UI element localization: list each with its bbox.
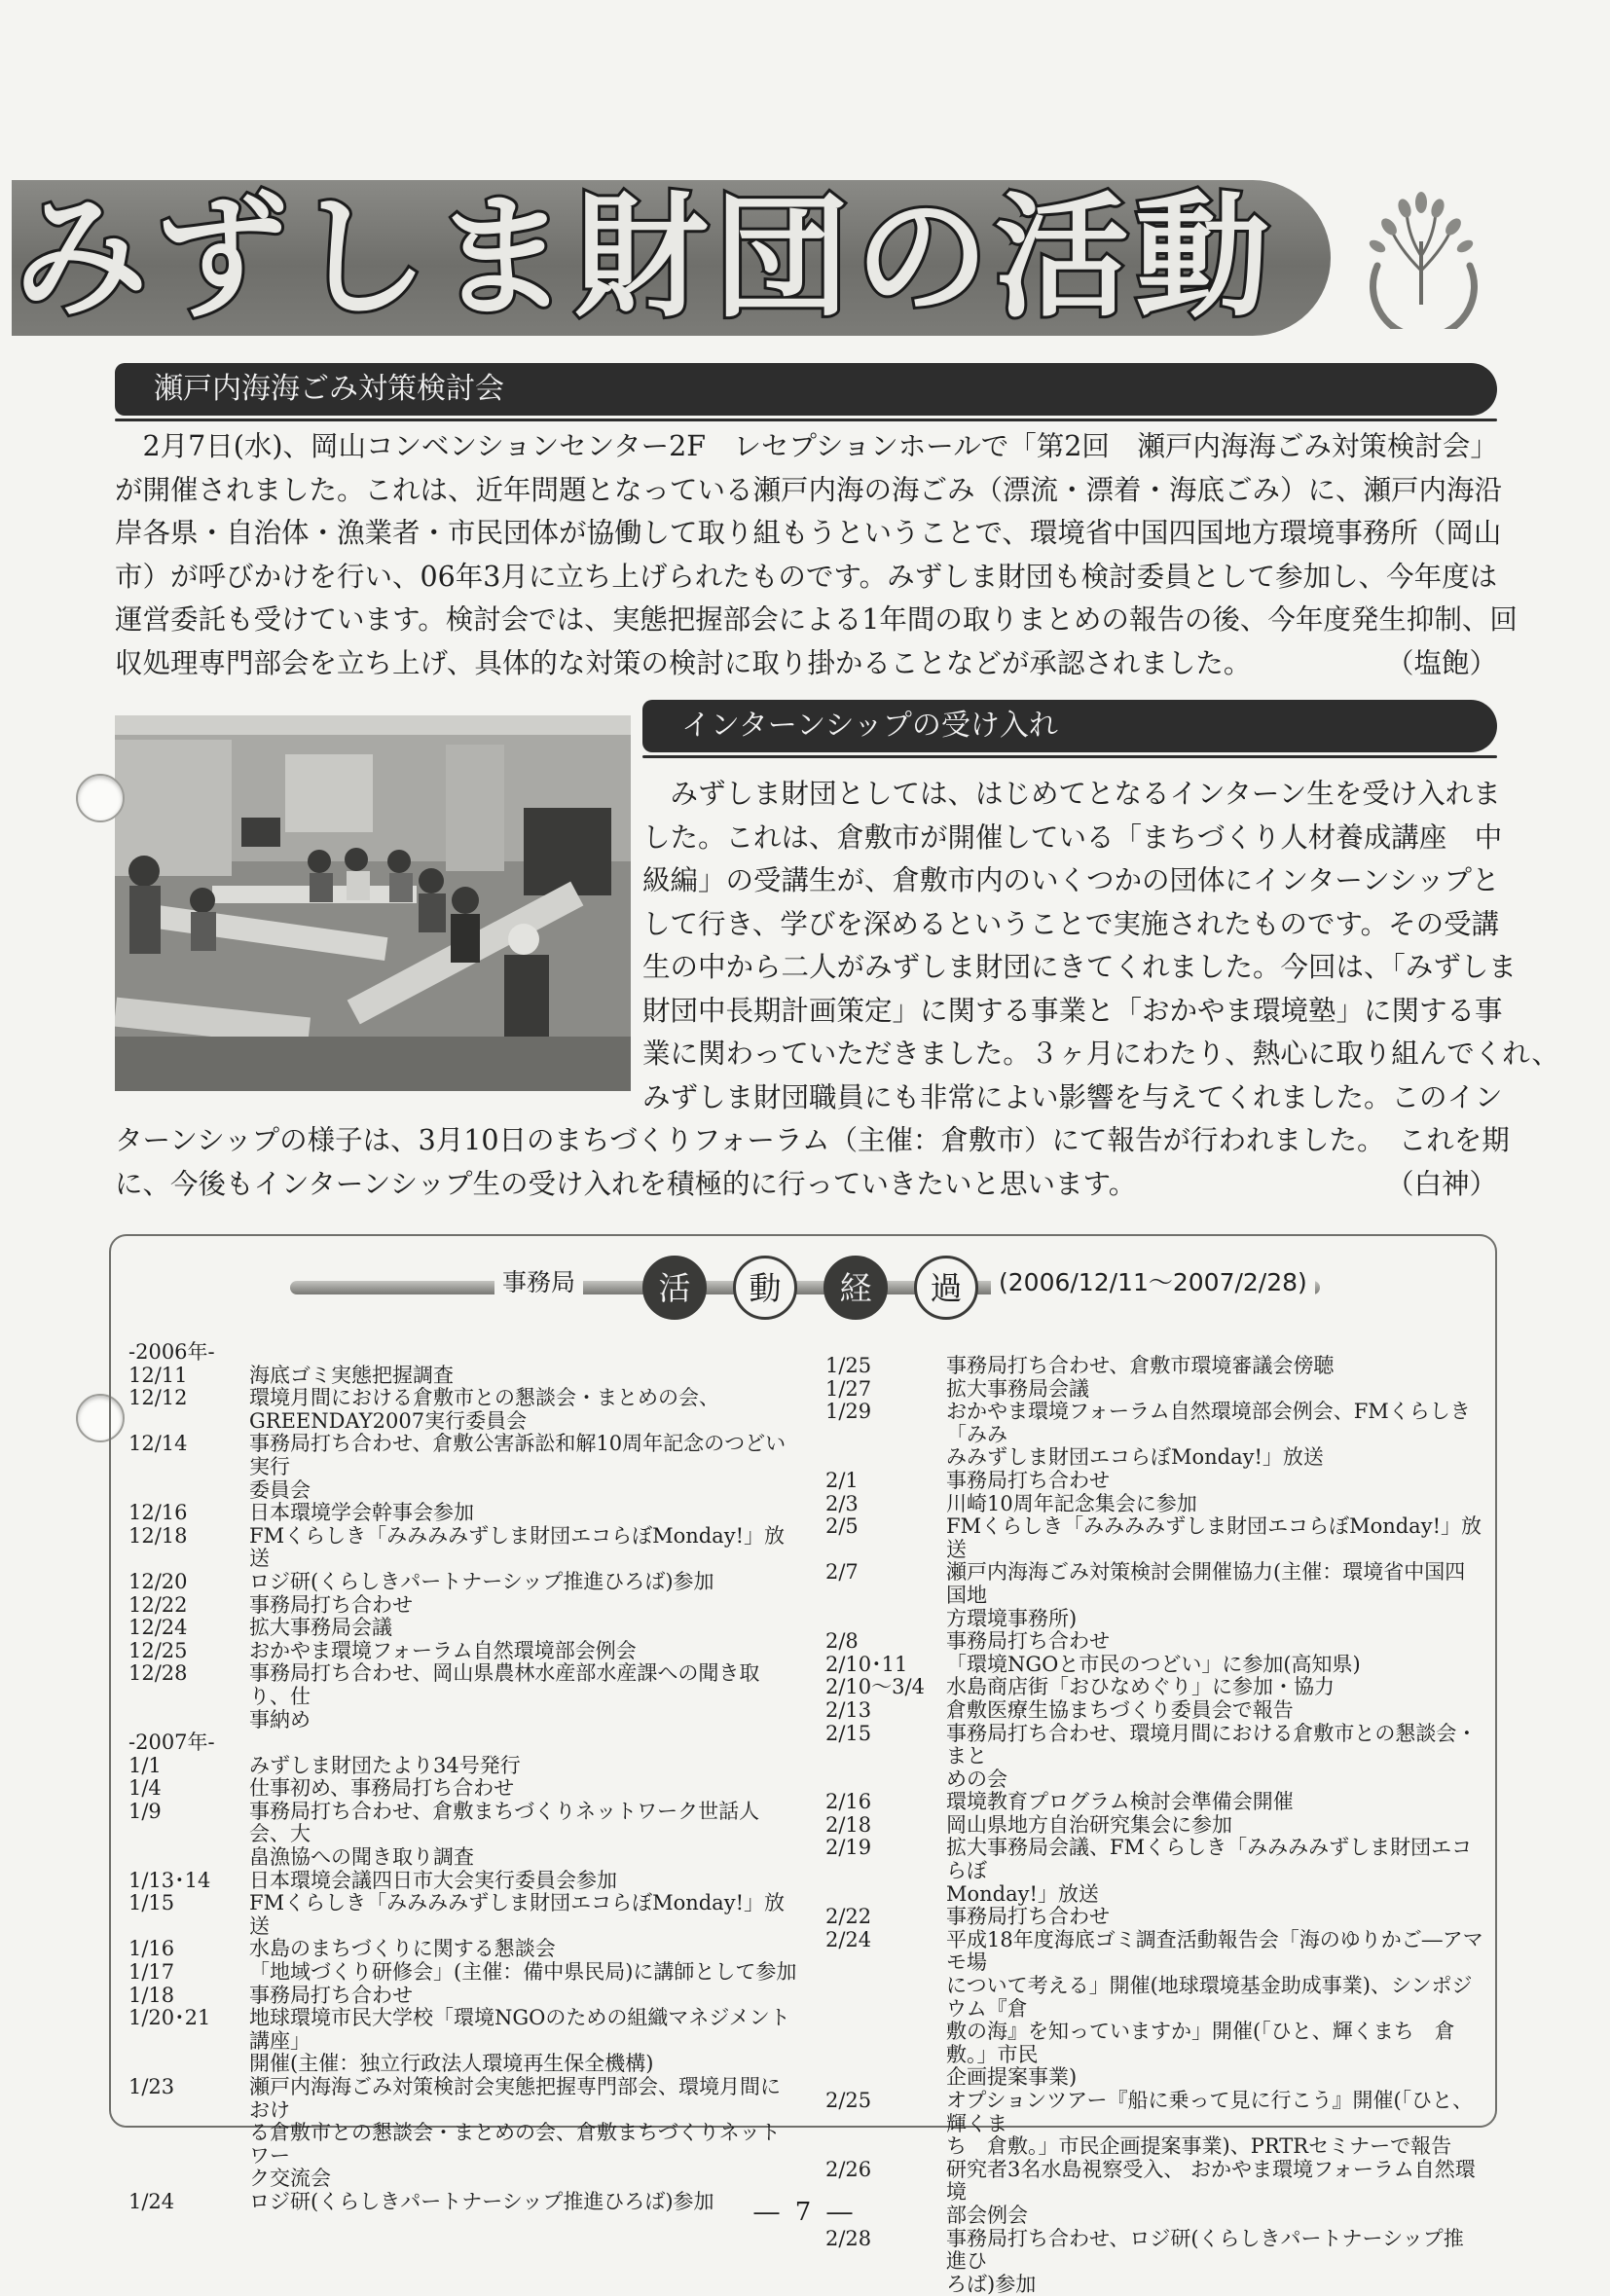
activity-date: 2/10～3/4 (825, 1675, 925, 1699)
activity-description: 拡大事務局会議 (946, 1376, 1089, 1401)
activity-description: 「環境NGOと市民のつどい」に参加(高知県) (946, 1652, 1361, 1676)
activity-description: 岡山県地方自治研究集会に参加 (946, 1812, 1232, 1837)
activity-title-char: 動 (733, 1256, 797, 1320)
activity-entry (825, 1493, 1483, 1516)
paragraph-line: した。これは、倉敷市が開催している「まちづくり人材養成講座 中 (642, 820, 1503, 854)
activity-entry (128, 1961, 800, 1985)
activity-date: 12/18 (128, 1523, 188, 1548)
activity-entry (128, 1777, 800, 1801)
activity-date: 2/16 (825, 1790, 872, 1814)
activity-entry (825, 1654, 1483, 1677)
activity-description: ロジ研(くらしきパートナーシップ推進ひろば)参加 (249, 1569, 714, 1593)
activity-description: 事務局打ち合わせ、倉敷まちづくりネットワーク世話人会、大 畠漁協への聞き取り調査 (249, 1799, 760, 1870)
activity-date: 1/25 (825, 1354, 872, 1377)
activity-entry (128, 1870, 800, 1893)
activity-description: FMくらしき「みみみみずしま財団エコらぼMonday!」放送 (946, 1514, 1482, 1561)
meeting-photo (115, 715, 631, 1091)
activity-entry (128, 1525, 800, 1571)
paragraph-line: して行き、学びを深めるということで実施されたものです。その受講 (642, 907, 1500, 940)
activity-description: 水島商店街「おひなめぐり」に参加・協力 (946, 1675, 1335, 1699)
activity-date: 1/17 (128, 1960, 175, 1985)
activity-entry (825, 1906, 1483, 1929)
activity-entry (128, 2007, 800, 2076)
paragraph-line: みずしま財団職員にも非常によい影響を与えてくれました。このイン (642, 1080, 1503, 1113)
activity-date: 2/25 (825, 2089, 872, 2112)
activity-description: 水島のまちづくりに関する懇談会 (249, 1937, 556, 1961)
activity-date: 2/3 (825, 1491, 859, 1515)
activity-entry (825, 1401, 1483, 1470)
activity-date: 2/26 (825, 2157, 872, 2181)
activity-description: ロジ研(くらしきパートナーシップ推進ひろば)参加 (249, 2189, 714, 2213)
activity-date: 2/15 (825, 1721, 872, 1745)
activity-entry (128, 1594, 800, 1618)
activity-description: FMくらしき「みみみみずしま財団エコらぼMonday!」放送 (249, 1891, 786, 1938)
activity-entry (128, 1571, 800, 1594)
activity-description: 研究者3名水島視察受入、 おかやま環境フォーラム自然環境 部会例会 (946, 2157, 1476, 2227)
paragraph-line: 岸各県・自治体・漁業者・市民団体が協働して取り組もうということで、環境省中国四国地方環境事務所（岡山 (115, 517, 1502, 549)
paragraph-line: 運営委託も受けています。検討会では、実態把握部会による1年間の取りまとめの報告の後、今年度発生抑制、回 (115, 603, 1518, 636)
activity-description: 環境月間における倉敷市との懇談会・まとめの会、 GREENDAY2007実行委員会 (249, 1386, 719, 1433)
activity-entry (128, 2076, 800, 2191)
activity-date: 1/18 (128, 1983, 175, 2007)
activity-date: 12/25 (128, 1638, 188, 1662)
activity-description: 事務局打ち合わせ、ロジ研(くらしきパートナーシップ推進ひ ろば)参加 (946, 2226, 1464, 2296)
activity-description: 事務局打ち合わせ、環境月間における倉敷市との懇談会・まと めの会 (946, 1721, 1478, 1791)
activity-date: 2/18 (825, 1812, 872, 1837)
activity-entry (128, 1938, 800, 1961)
activity-date: 1/1 (128, 1753, 162, 1777)
paragraph-line-last (115, 642, 1497, 686)
activity-entry (825, 1378, 1483, 1402)
activity-entry (825, 1791, 1483, 1814)
activity-date: 2/22 (825, 1905, 872, 1929)
activity-description: おかやま環境フォーラム自然環境部会例会、FMくらしき「みみ みみずしま財団エコらぼMonday!」放送 (946, 1400, 1471, 1470)
activity-description: 日本環境学会幹事会参加 (249, 1501, 474, 1525)
activity-description: 瀬戸内海海ごみ対策検討会開催協力(主催：環境省中国四国地 方環境事務所) (946, 1560, 1466, 1630)
paragraph-line: に、今後もインターンシップ生の受け入れを積極的に行っていきたいと思います。 (115, 1167, 1137, 1200)
activity-entry (128, 1892, 800, 1938)
activity-description: 倉敷医療生協まちづくり委員会で報告 (946, 1697, 1294, 1722)
activity-description: FMくらしき「みみみみずしま財団エコらぼMonday!」放送 (249, 1523, 786, 1571)
activity-description: 瀬戸内海海ごみ対策検討会実態把握専門部会、環境月間におけ る倉敷市との懇談会・まとめの会、倉敷まちづくりネットワー ク交流会 (249, 2075, 781, 2191)
activity-description: 川崎10周年記念集会に参加 (946, 1491, 1197, 1515)
activity-entry (128, 1755, 800, 1778)
page-number: ― 7 ― (753, 2198, 857, 2227)
activity-entry (128, 1502, 800, 1525)
activity-description: 事務局打ち合わせ、倉敷公害訴訟和解10周年記念のつどい実行 委員会 (249, 1432, 787, 1502)
author-signature: （塩飽） (1385, 646, 1497, 679)
activity-entry (825, 1929, 1483, 2090)
activity-description: 「地域づくり研修会」(主催：備中県民局)に講師として参加 (249, 1960, 797, 1985)
activity-title-char: 経 (823, 1256, 888, 1320)
activity-list-right (825, 1355, 1483, 2296)
activity-description: 事務局打ち合わせ、倉敷市環境審議会傍聴 (946, 1354, 1335, 1377)
activity-title-char: 活 (642, 1256, 707, 1320)
activity-entry (825, 1814, 1483, 1838)
activity-description: 事務局打ち合わせ (249, 1983, 413, 2007)
paragraph-line: 2月7日(水)、岡山コンベンションセンター2F レセプションホールで「第2回 瀬戸内海海ごみ対策検討会」 (142, 430, 1498, 462)
activity-year-heading: -2007年- (128, 1731, 215, 1755)
activity-date: 12/28 (128, 1661, 188, 1686)
activity-date: 2/28 (825, 2226, 872, 2250)
paragraph-line: 収処理専門部会を立ち上げ、具体的な対策の検討に取り掛かることなどが承認されました。 (115, 646, 1252, 679)
activity-date: 2/8 (825, 1629, 859, 1654)
activity-date: 12/11 (128, 1363, 188, 1387)
activity-date: 2/7 (825, 1560, 859, 1585)
activity-date: 1/27 (825, 1376, 872, 1401)
activity-entry (128, 1365, 800, 1388)
activity-title-char: 過 (914, 1256, 978, 1320)
activity-date: 2/13 (825, 1697, 872, 1722)
sprout-logo-icon (1348, 173, 1494, 329)
activity-entry (128, 1433, 800, 1502)
section-body-internship-full (115, 1119, 1510, 1206)
activity-date: 2/1 (825, 1468, 859, 1492)
paragraph-line: 市）が呼びかけを行い、06年3月に立ち上げられたものです。みずしま財団も検討委員として参加し、今年度は (115, 560, 1498, 593)
activity-description: オプションツアー『船に乗って見に行こう』開催(「ひと、輝くま ち 倉敷。」市民企画提案事業)、PRTRセミナーで報告 (946, 2089, 1474, 2159)
activity-date: 12/12 (128, 1386, 188, 1410)
author-signature: （白神） (1385, 1167, 1497, 1200)
activity-description: 海底ゴミ実態把握調査 (249, 1363, 454, 1387)
paragraph-line: ターンシップの様子は、3月10日のまちづくりフォーラム（主催：倉敷市）にて報告が行われました。 これを期 (115, 1124, 1510, 1156)
activity-date: 1/16 (128, 1937, 175, 1961)
activity-entry (128, 1387, 800, 1433)
activity-description: 日本環境会議四日市大会実行委員会参加 (249, 1868, 617, 1892)
activity-description: 事務局打ち合わせ (946, 1629, 1110, 1654)
activity-date: 2/24 (825, 1927, 872, 1951)
activity-entry (128, 1662, 800, 1731)
binder-hole-icon (76, 774, 125, 822)
activity-date: 2/10･11 (825, 1652, 908, 1676)
activity-description: 事務局打ち合わせ、岡山県農林水産部水産課への聞き取り、仕 事納め (249, 1661, 760, 1731)
activity-year-heading: -2006年- (128, 1340, 215, 1364)
activity-description: 仕事初め、事務局打ち合わせ (249, 1776, 515, 1801)
paragraph-line: 生の中から二人がみずしま財団にきてくれました。今回は、「みずしま (642, 951, 1517, 983)
activity-entry (825, 2090, 1483, 2159)
activity-date: 1/13･14 (128, 1868, 211, 1892)
activity-description: 事務局打ち合わせ (946, 1468, 1110, 1492)
activity-date: 1/15 (128, 1891, 175, 1915)
activity-entry (825, 1515, 1483, 1561)
page-title: みずしま財団の活動 (14, 179, 1276, 336)
activity-description: 環境教育プログラム検討会準備会開催 (946, 1790, 1294, 1814)
activity-description: 平成18年度海底ゴミ調査活動報告会「海のゆりかご―アマモ場 について考える」開催(地球環境基金助成事業)、シンポジウム『倉 敷の海』を知っていますか」開催(「ひと、輝くまち 倉敷。」市民 企画提案事業) (946, 1927, 1483, 2090)
activity-list-left (128, 1341, 800, 2214)
paragraph-line: みずしま財団としては、はじめてとなるインターン生を受け入れま (670, 778, 1501, 810)
activity-description: 事務局打ち合わせ (249, 1592, 413, 1617)
paragraph-line: 業に関わっていただきました。３ヶ月にわたり、熱心に取り組んでくれ、 (642, 1038, 1559, 1070)
section-heading-umigomi: 瀬戸内海海ごみ対策検討会 (115, 363, 1497, 416)
activity-description: おかやま環境フォーラム自然環境部会例会 (249, 1638, 637, 1662)
activity-entry (825, 1723, 1483, 1792)
section-body-internship-right (642, 773, 1559, 1119)
paragraph-line: が開催されました。これは、近年問題となっている瀬戸内海の海ごみ（漂流・漂着・海底ごみ）に、瀬戸内海沿 (115, 473, 1503, 506)
activity-date: 12/16 (128, 1501, 188, 1525)
activity-entry (128, 1801, 800, 1870)
activity-date: 1/23 (128, 2075, 175, 2098)
activity-entry (825, 1699, 1483, 1723)
activity-entry (825, 1355, 1483, 1378)
paragraph-line: 級編」の受講生が、倉敷市内のいくつかの団体にインターンシップと (642, 864, 1500, 896)
paragraph-line-last (115, 1163, 1497, 1207)
activity-entry (825, 1676, 1483, 1699)
activity-entry (825, 2228, 1483, 2296)
activity-date: 1/24 (128, 2189, 175, 2213)
activity-date: 2/5 (825, 1514, 859, 1539)
activity-description: 拡大事務局会議、FMくらしき「みみみみずしま財団エコらぼ Monday!」放送 (946, 1836, 1473, 1906)
activity-date: 1/29 (825, 1400, 872, 1424)
activity-date: 1/9 (128, 1799, 162, 1823)
activity-description: 拡大事務局会議 (249, 1616, 392, 1640)
activity-date: 1/20･21 (128, 2006, 211, 2030)
activity-description: 事務局打ち合わせ (946, 1905, 1110, 1929)
activity-date: 12/20 (128, 1569, 188, 1593)
section-heading-internship: インターンシップの受け入れ (642, 700, 1497, 752)
paragraph-line: 財団中長期計画策定」に関する事業と「おかやま環境塾」に関する事 (642, 994, 1503, 1027)
section-body-umigomi (115, 425, 1518, 685)
activity-office-label: 事務局 (494, 1263, 583, 1302)
activity-entry (128, 1640, 800, 1663)
activity-entry (825, 1630, 1483, 1654)
activity-description: 地球環境市民大学校「環境NGOのための組織マネジメント講座」 開催(主催：独立行政法人環境再生保全機構) (249, 2006, 790, 2076)
activity-entry (128, 1985, 800, 2008)
activity-entry (128, 1617, 800, 1640)
activity-date: 2/19 (825, 1836, 872, 1860)
activity-description: みずしま財団たより34号発行 (249, 1753, 521, 1777)
activity-entry (825, 1561, 1483, 1630)
activity-date: 12/22 (128, 1592, 188, 1617)
activity-date: 12/14 (128, 1432, 188, 1456)
activity-entry (825, 1837, 1483, 1906)
activity-date: 1/4 (128, 1776, 162, 1801)
activity-entry (825, 1470, 1483, 1493)
activity-date: 12/24 (128, 1616, 188, 1640)
activity-period: (2006/12/11～2007/2/28) (991, 1263, 1315, 1302)
